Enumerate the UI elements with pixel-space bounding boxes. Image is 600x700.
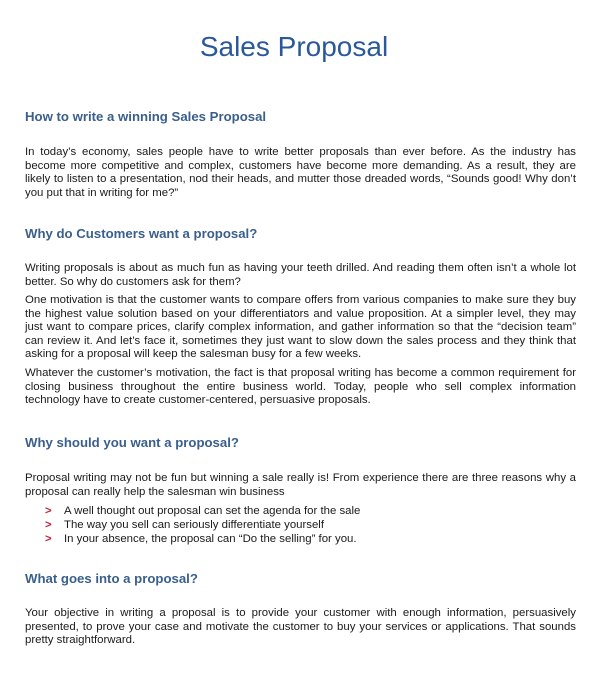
section-heading-winning-proposal: How to write a winning Sales Proposal <box>25 109 267 124</box>
section-heading-what-goes-in: What goes into a proposal? <box>25 571 198 586</box>
section-heading-why-customers: Why do Customers want a proposal? <box>25 226 258 241</box>
chevron-right-icon: > <box>45 532 52 545</box>
list-item-text: In your absence, the proposal can “Do the selling” for you. <box>64 532 357 545</box>
list-item <box>45 519 565 533</box>
list-item-text: The way you sell can seriously differentiate yourself <box>64 518 325 531</box>
document-title: Sales Proposal <box>199 31 389 62</box>
section-paragraph: Whatever the customer’s motivation, the fact is that proposal writing has become a common requirement for closing business throughout the entire business world. Today, people who sell complex information technology have to create customer-centered, persuasive proposals. <box>25 367 576 407</box>
section-paragraph: In today’s economy, sales people have to write better proposals than ever before. As the industry has become more competitive and complex, customers have become more demanding. As a result, they are likely to listen to a presentation, nod their heads, and mutter those dreaded words, “Sounds good! Why don’t you put that in writing for me?” <box>25 146 576 199</box>
section-paragraph: Proposal writing may not be fun but winning a sale really is! From experience there are three reasons why a proposal can really help the salesman win business <box>25 472 576 498</box>
section-paragraph: Your objective in writing a proposal is to provide your customer with enough information, persuasively presented, to prove your case and motivate the customer to buy your services or applications. That sounds pretty straightforward. <box>25 607 576 647</box>
list-item <box>45 505 565 519</box>
section-paragraph: One motivation is that the customer wants to compare offers from various companies to make sure they buy the highest value solution based on your differentiators and value proposition. At a simpler level, they may just want to compare prices, clarify complex information, and gather information so that the “decision team” can review it. And let’s face it, sometimes they just want to slow down the sales process and they think that asking for a proposal will keep the salesman busy for a few weeks. <box>25 294 576 361</box>
bullet-list <box>45 505 565 547</box>
list-item <box>45 533 565 547</box>
chevron-right-icon: > <box>45 505 52 517</box>
section-heading-why-you: Why should you want a proposal? <box>25 435 239 450</box>
list-item-text: A well thought out proposal can set the agenda for the sale <box>64 505 361 517</box>
section-paragraph: Writing proposals is about as much fun as having your teeth drilled. And reading them often isn’t a whole lot better. So why do customers ask for them? <box>25 262 576 288</box>
chevron-right-icon: > <box>45 518 52 531</box>
